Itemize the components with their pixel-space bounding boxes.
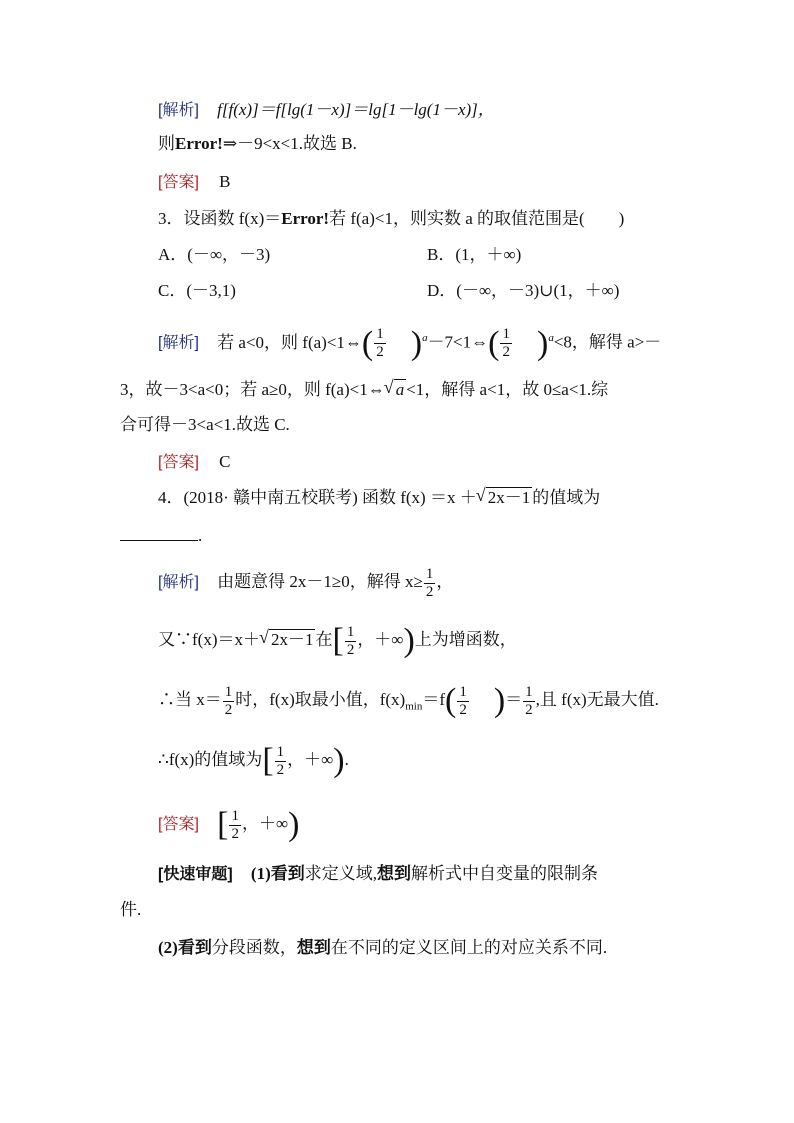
sqrt-content: 2x－1	[487, 488, 531, 507]
analysis-tag: [解析]	[158, 102, 199, 119]
review-number: (1)	[250, 864, 271, 883]
fraction-num: 1	[525, 683, 533, 700]
fraction	[275, 744, 287, 779]
exponent: a	[422, 332, 428, 344]
review-text: 解析式中自变量的限制条	[411, 864, 598, 883]
solution-text: 又∵f(x)＝x＋	[158, 630, 260, 649]
fraction-num: 1	[376, 326, 384, 343]
solution-text: 若 a<0，则 f(a)<1⇔	[217, 332, 362, 352]
answer-blank	[120, 526, 198, 541]
sqrt-content: 2x－1	[270, 630, 314, 649]
solution-text: ，＋∞	[357, 630, 404, 649]
fraction	[229, 808, 241, 843]
solution-text: .	[344, 750, 349, 769]
question-text: 的值域为	[532, 488, 601, 507]
fraction-den: 2	[346, 641, 355, 658]
solution-line	[158, 740, 349, 780]
fraction-num: 1	[502, 326, 510, 343]
paren-close: )	[410, 324, 423, 362]
review-number: (2)	[158, 938, 178, 957]
fraction	[374, 326, 386, 361]
fraction-den: 2	[224, 701, 233, 718]
subscript: min	[405, 700, 423, 713]
solution-line	[158, 620, 517, 660]
exponent: a	[548, 332, 554, 344]
fraction	[523, 684, 535, 719]
review-text: 分段函数，	[211, 938, 297, 957]
fraction	[345, 624, 357, 659]
sqrt-expr	[385, 378, 407, 402]
option-b: B．(1，＋∞)	[427, 245, 522, 264]
solution-text: 则	[158, 134, 175, 153]
review-line	[158, 862, 598, 887]
solution-text: ∴当 x＝	[158, 690, 222, 709]
solution-text: 上为增函数，	[414, 630, 517, 649]
fraction-den: 2	[502, 344, 510, 361]
answer-value: ，＋∞	[241, 814, 289, 833]
fraction	[500, 326, 512, 361]
paren-open: (	[488, 324, 500, 362]
analysis-tag: [解析]	[158, 574, 199, 591]
answer-tag: [答案]	[158, 816, 199, 833]
review-line	[158, 936, 607, 960]
fraction-num: 1	[224, 683, 233, 700]
solution-text: 3，故－3<a<0；若 a≥0，则 f(a)<1⇔	[120, 380, 385, 399]
solution-text: ⇒－9<x<1.故选 B.	[222, 134, 357, 153]
review-text: 求定义域,	[304, 864, 377, 883]
solution-text: 合可得－3<a<1.故选 C.	[120, 415, 290, 434]
fraction-num: 1	[346, 623, 355, 640]
paren-close: )	[493, 682, 506, 720]
question-text: 3．设函数 f(x)＝	[158, 209, 282, 228]
answer-value: B	[219, 172, 231, 191]
option-d: D．(－∞，－3)∪(1，＋∞)	[427, 281, 620, 300]
solution-text: f[f(x)]＝f[lg(1－x)]＝lg[1－lg(1－x)]，	[217, 100, 495, 119]
answer-tag: [答案]	[158, 454, 199, 471]
option-a: A．(－∞，－3)	[158, 245, 271, 264]
solution-line	[120, 413, 290, 437]
fraction	[457, 684, 469, 719]
fraction-den: 2	[376, 344, 384, 361]
paren-close: )	[288, 806, 300, 844]
analysis-tag: [解析]	[158, 334, 199, 352]
solution-line	[158, 680, 659, 726]
sqrt-expr	[477, 486, 533, 510]
paren-close: )	[403, 622, 415, 660]
solution-text: 由题意得 2x－1≥0，解得 x≥	[217, 572, 423, 591]
option-c: C．(－3,1)	[158, 281, 236, 300]
question-stem	[158, 486, 600, 510]
solution-line	[158, 98, 495, 123]
solution-text: ＝f	[422, 690, 446, 709]
review-text: 件.	[120, 900, 142, 919]
solution-line	[158, 318, 661, 364]
review-text: 在不同的定义区间上的对应关系不同.	[330, 938, 608, 957]
paren-close: )	[536, 324, 549, 362]
answer-tag: [答案]	[158, 174, 199, 191]
question-text: 4．(2018· 赣中南五校联考) 函数 f(x) ＝x ＋	[158, 488, 477, 507]
review-keyword: 看到	[177, 938, 212, 957]
solution-text: <8，解得 a>－	[553, 332, 662, 352]
solution-text: ＝	[505, 690, 523, 709]
solution-text: ,且 f(x)无最大值.	[535, 690, 659, 709]
fraction-den: 2	[425, 583, 434, 600]
solution-text: －7<1⇔	[427, 332, 489, 352]
review-line	[120, 898, 141, 922]
fraction-num: 1	[276, 743, 285, 760]
bracket-open: [	[332, 622, 344, 660]
fraction	[424, 566, 436, 601]
solution-line	[158, 562, 453, 603]
fraction-den: 2	[231, 825, 239, 842]
review-keyword: 想到	[377, 864, 411, 883]
question-stem	[158, 207, 624, 231]
bracket-open: [	[262, 742, 274, 780]
solution-line	[158, 132, 357, 156]
fraction-den: 2	[525, 701, 533, 718]
solution-text: 在	[315, 630, 333, 649]
question-text: 若 f(a)<1，则实数 a 的取值范围是( )	[329, 209, 625, 228]
paren-open: (	[361, 324, 374, 362]
solution-text: <1，解得 a<1，故 0≤a<1.综	[406, 380, 609, 399]
sqrt-content: a	[395, 380, 405, 399]
error-token: Error!	[175, 134, 223, 153]
fraction-den: 2	[459, 701, 467, 718]
fraction-num: 1	[231, 807, 239, 824]
fraction	[223, 684, 235, 719]
paren-open: (	[445, 682, 457, 720]
fraction-den: 2	[276, 761, 285, 778]
review-keyword: 看到	[270, 864, 305, 883]
answer-line	[158, 804, 299, 845]
fraction-num: 1	[459, 683, 467, 700]
solution-text: ∴f(x)的值域为	[158, 750, 263, 769]
solution-text: ，	[436, 572, 454, 591]
answer-line	[158, 170, 231, 195]
paren-close: )	[333, 742, 345, 780]
review-tag: [快速审题]	[158, 866, 233, 883]
answer-line	[158, 450, 231, 475]
bracket-open: [	[217, 806, 229, 844]
answer-value: C	[219, 452, 231, 471]
solution-text: 时，f(x)取最小值，f(x)	[235, 690, 406, 709]
solution-line	[120, 378, 608, 402]
error-token: Error!	[281, 209, 330, 228]
fraction-num: 1	[425, 565, 434, 582]
answer-blank-line: .	[120, 524, 202, 548]
sqrt-expr	[260, 620, 316, 660]
solution-text: ，＋∞	[287, 750, 334, 769]
review-keyword: 想到	[296, 938, 331, 957]
